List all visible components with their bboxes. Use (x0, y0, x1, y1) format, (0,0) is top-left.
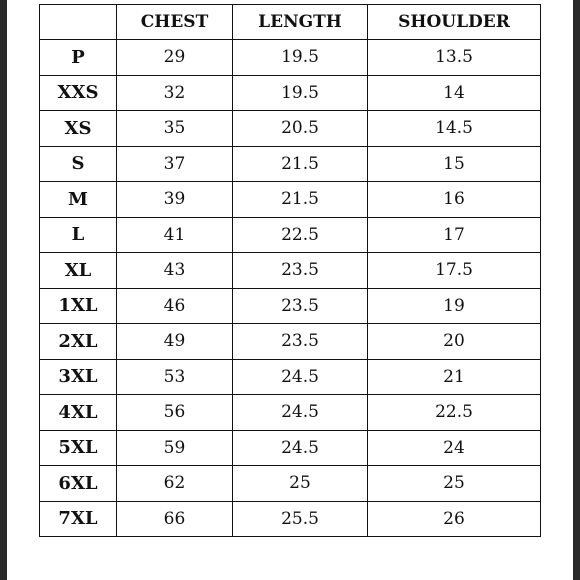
header-row (40, 5, 541, 40)
chest-cell: 43 (117, 253, 233, 289)
shoulder-cell: 26 (368, 501, 541, 537)
chest-cell: 46 (117, 288, 233, 324)
table-row (40, 182, 541, 218)
table-row (40, 146, 541, 182)
length-cell: 23.5 (233, 253, 368, 289)
shoulder-cell: 25 (368, 466, 541, 502)
size-cell: 2XL (40, 324, 117, 360)
table-body (40, 40, 541, 537)
table-row (40, 253, 541, 289)
shoulder-cell: 24 (368, 430, 541, 466)
chest-cell: 37 (117, 146, 233, 182)
size-cell: XS (40, 111, 117, 147)
length-cell: 19.5 (233, 75, 368, 111)
left-edge-bar (0, 0, 7, 580)
length-cell: 23.5 (233, 288, 368, 324)
shoulder-cell: 19 (368, 288, 541, 324)
length-cell: 22.5 (233, 217, 368, 253)
table-row (40, 75, 541, 111)
shoulder-cell: 17 (368, 217, 541, 253)
size-cell: L (40, 217, 117, 253)
size-cell: 4XL (40, 395, 117, 431)
length-cell: 25.5 (233, 501, 368, 537)
chest-cell: 59 (117, 430, 233, 466)
header-chest: CHEST (117, 5, 233, 40)
size-cell: XXS (40, 75, 117, 111)
size-cell: 1XL (40, 288, 117, 324)
size-chart-table (39, 4, 541, 537)
size-cell: 5XL (40, 430, 117, 466)
table-row (40, 395, 541, 431)
length-cell: 19.5 (233, 40, 368, 76)
chest-cell: 41 (117, 217, 233, 253)
shoulder-cell: 16 (368, 182, 541, 218)
length-cell: 23.5 (233, 324, 368, 360)
shoulder-cell: 14.5 (368, 111, 541, 147)
header-length: LENGTH (233, 5, 368, 40)
shoulder-cell: 13.5 (368, 40, 541, 76)
size-cell: P (40, 40, 117, 76)
chest-cell: 35 (117, 111, 233, 147)
table-row (40, 359, 541, 395)
shoulder-cell: 14 (368, 75, 541, 111)
length-cell: 24.5 (233, 359, 368, 395)
length-cell: 24.5 (233, 430, 368, 466)
shoulder-cell: 22.5 (368, 395, 541, 431)
size-cell: 3XL (40, 359, 117, 395)
chest-cell: 62 (117, 466, 233, 502)
length-cell: 21.5 (233, 182, 368, 218)
shoulder-cell: 21 (368, 359, 541, 395)
header-shoulder: SHOULDER (368, 5, 541, 40)
shoulder-cell: 15 (368, 146, 541, 182)
table-row (40, 40, 541, 76)
size-cell: XL (40, 253, 117, 289)
table-row (40, 430, 541, 466)
chest-cell: 29 (117, 40, 233, 76)
table-row (40, 501, 541, 537)
size-cell: 7XL (40, 501, 117, 537)
right-edge-bar (573, 0, 580, 580)
chest-cell: 56 (117, 395, 233, 431)
size-cell: S (40, 146, 117, 182)
chest-cell: 66 (117, 501, 233, 537)
table-row (40, 111, 541, 147)
size-cell: M (40, 182, 117, 218)
chest-cell: 53 (117, 359, 233, 395)
shoulder-cell: 17.5 (368, 253, 541, 289)
length-cell: 21.5 (233, 146, 368, 182)
chest-cell: 32 (117, 75, 233, 111)
table-row (40, 217, 541, 253)
length-cell: 20.5 (233, 111, 368, 147)
size-cell: 6XL (40, 466, 117, 502)
header-corner (40, 5, 117, 40)
shoulder-cell: 20 (368, 324, 541, 360)
chest-cell: 39 (117, 182, 233, 218)
table-row (40, 466, 541, 502)
length-cell: 24.5 (233, 395, 368, 431)
table-row (40, 324, 541, 360)
table-row (40, 288, 541, 324)
chest-cell: 49 (117, 324, 233, 360)
length-cell: 25 (233, 466, 368, 502)
